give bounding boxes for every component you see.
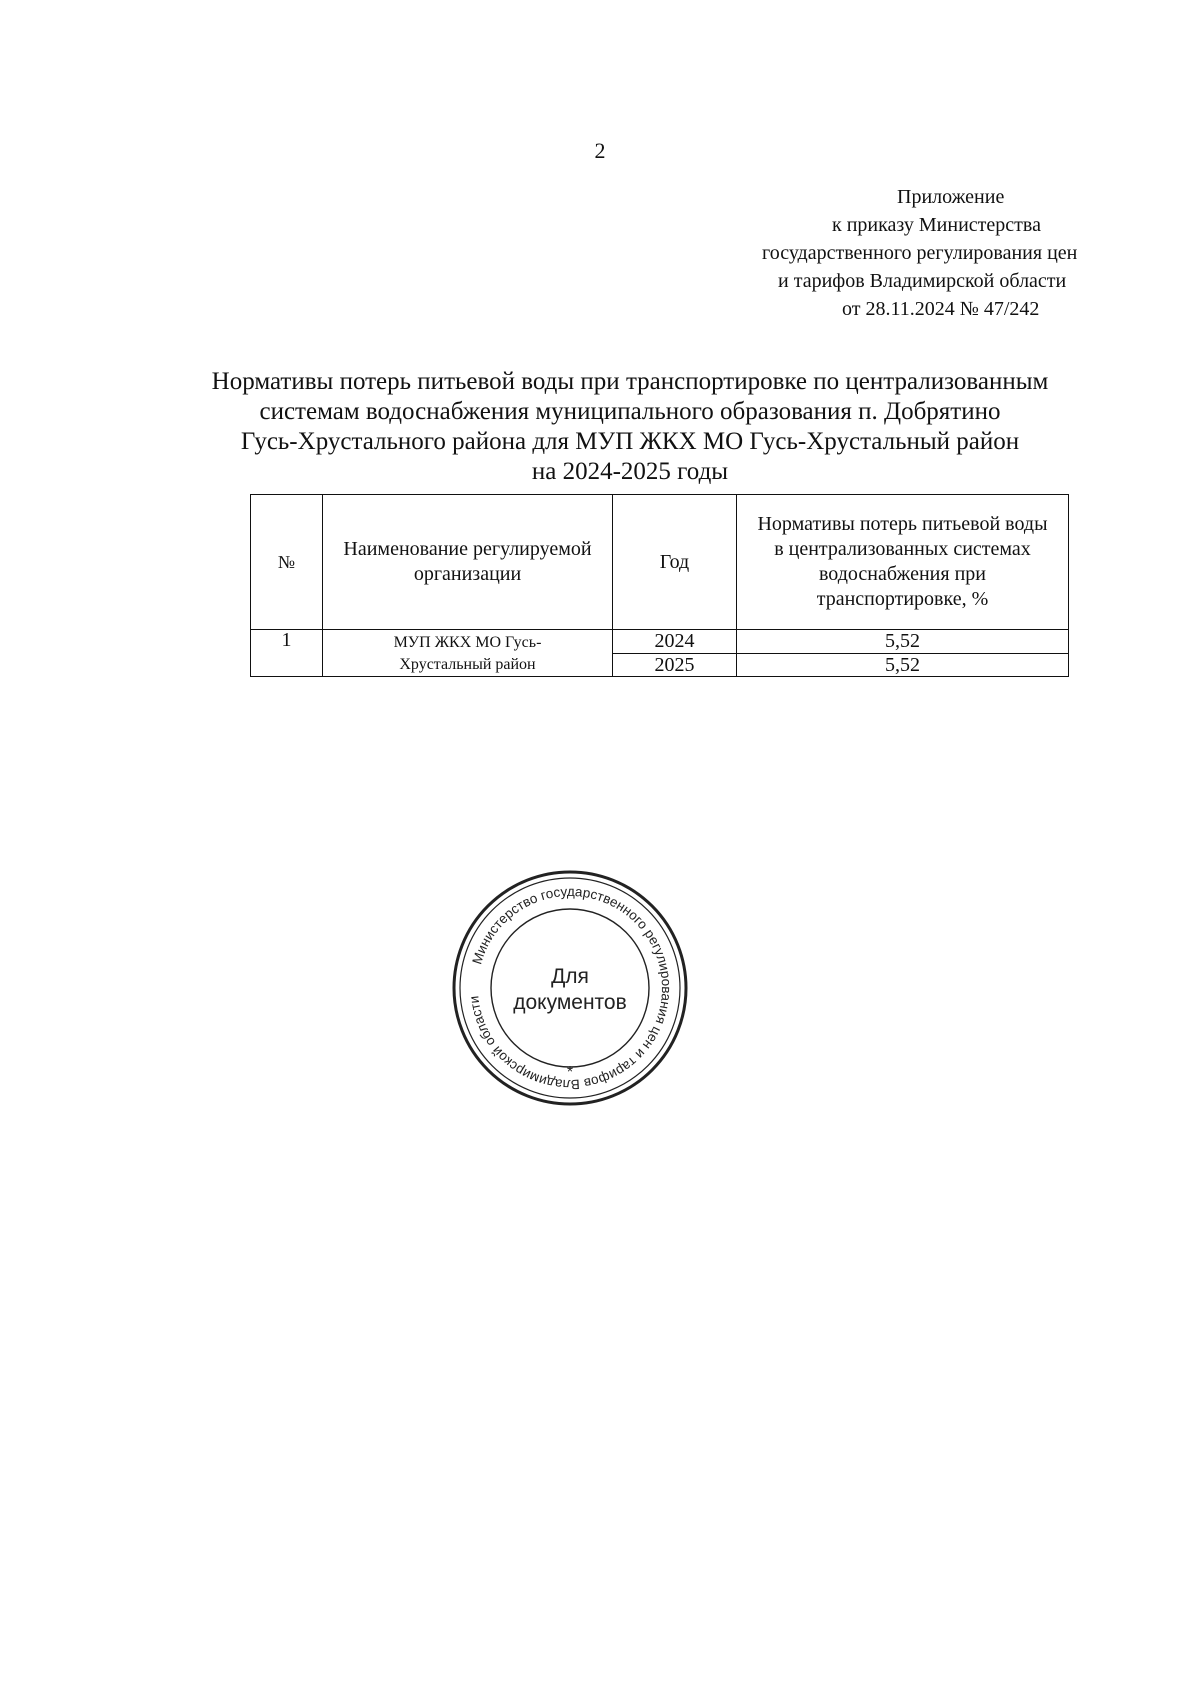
official-seal [450, 868, 690, 1108]
row-organization: МУП ЖКХ МО Гусь-Хрустальный район [323, 630, 613, 677]
title-line: системам водоснабжения муниципального образования п. Добрятино [259, 398, 1001, 425]
header-number: № [251, 495, 323, 630]
table-row [251, 630, 1069, 654]
row-year: 2025 [613, 653, 737, 677]
document-title [150, 367, 1110, 487]
seal-star-icon: * [566, 1064, 574, 1081]
table-header-row [251, 495, 1069, 630]
title-line: на 2024-2025 годы [531, 458, 729, 485]
row-number: 1 [251, 630, 323, 677]
appendix-line: от 28.11.2024 № 47/242 [842, 298, 1040, 320]
header-norm: Нормативы потерь питьевой воды в централизованных системах водоснабжения при транспортировке, % [737, 495, 1069, 630]
norms-table [250, 494, 1069, 677]
appendix-line: и тарифов Владимирской области [778, 270, 1067, 292]
row-norm-value: 5,52 [737, 630, 1069, 654]
row-norm-value: 5,52 [737, 653, 1069, 677]
title-line: Гусь-Хрустального района для МУП ЖКХ МО Гусь-Хрустальный район [240, 428, 1020, 455]
row-year: 2024 [613, 630, 737, 654]
title-line: Нормативы потерь питьевой воды при транспортировке по централизованным [211, 368, 1049, 395]
header-year: Год [613, 495, 737, 630]
appendix-line: Приложение [897, 186, 1005, 208]
seal-center-line: Для [551, 965, 589, 988]
appendix-line: государственного регулирования цен [762, 242, 1078, 264]
header-organization: Наименование регулируемой организации [323, 495, 613, 630]
seal-inner-ring [491, 909, 649, 1067]
appendix-block [740, 183, 1140, 323]
seal-center-line: документов [513, 991, 627, 1014]
appendix-line: к приказу Министерства [832, 214, 1041, 236]
seal-ring-text: Министерство государственного регулирования цен и тарифов Владимирской области [466, 883, 675, 1093]
page-number: 2 [594, 138, 606, 163]
